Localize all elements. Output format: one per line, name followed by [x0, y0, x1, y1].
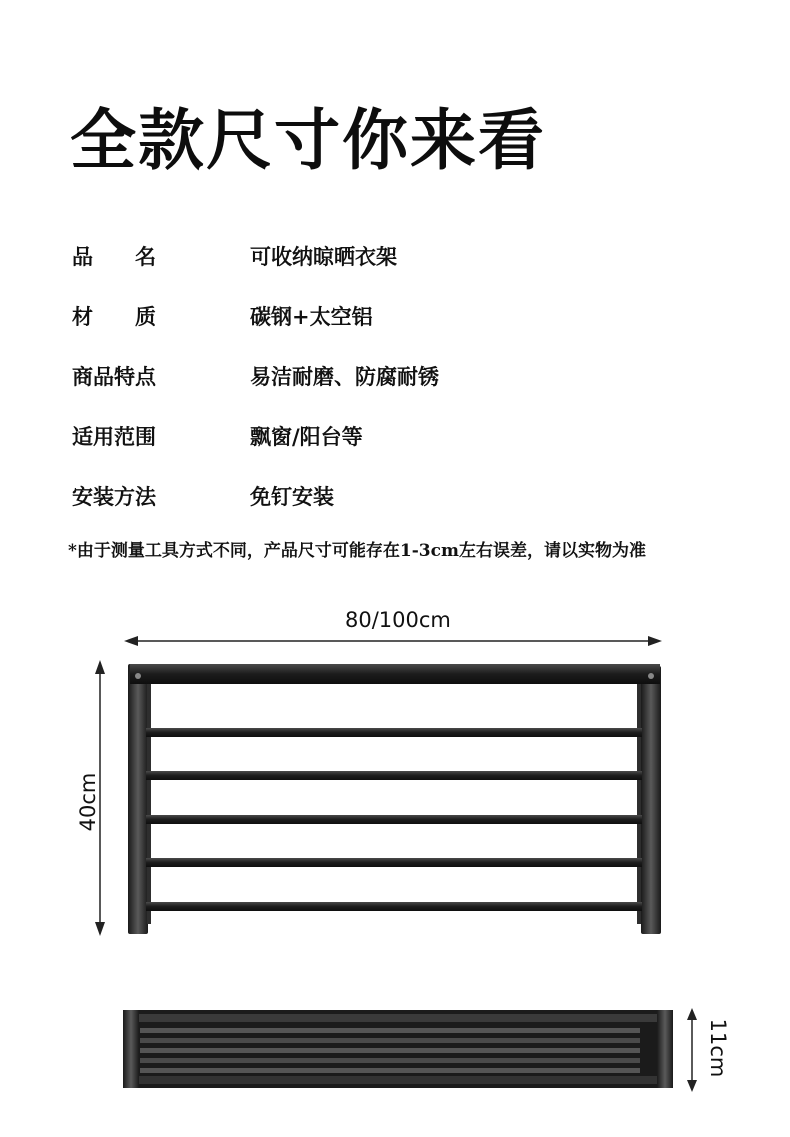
height-dimension-label: 40cm [76, 772, 100, 832]
disclaimer-note: *由于测量工具方式不同，产品尺寸可能存在1-3cm左右误差，请以实物为准 [68, 541, 646, 561]
depth-dimension-label: 11cm [706, 1018, 730, 1078]
rack-front-view [128, 664, 661, 934]
spec-label: 商品特点 [72, 364, 156, 389]
depth-arrow [687, 1008, 697, 1092]
spec-value: 碳钢+太空铝 [250, 304, 373, 329]
spec-value: 可收纳晾晒衣架 [250, 244, 397, 269]
page-title: 全款尺寸你来看 [70, 102, 546, 179]
spec-value: 免钉安装 [250, 484, 334, 509]
spec-value: 飘窗/阳台等 [250, 424, 363, 449]
width-dimension-label: 80/100cm [345, 608, 451, 632]
spec-label: 品 名 [72, 244, 156, 269]
width-arrow [124, 636, 662, 646]
spec-label: 材 质 [72, 304, 156, 329]
spec-label: 安装方法 [72, 484, 156, 509]
rack-folded-view [123, 1010, 673, 1088]
spec-value: 易洁耐磨、防腐耐锈 [250, 364, 439, 389]
spec-label: 适用范围 [72, 424, 156, 449]
